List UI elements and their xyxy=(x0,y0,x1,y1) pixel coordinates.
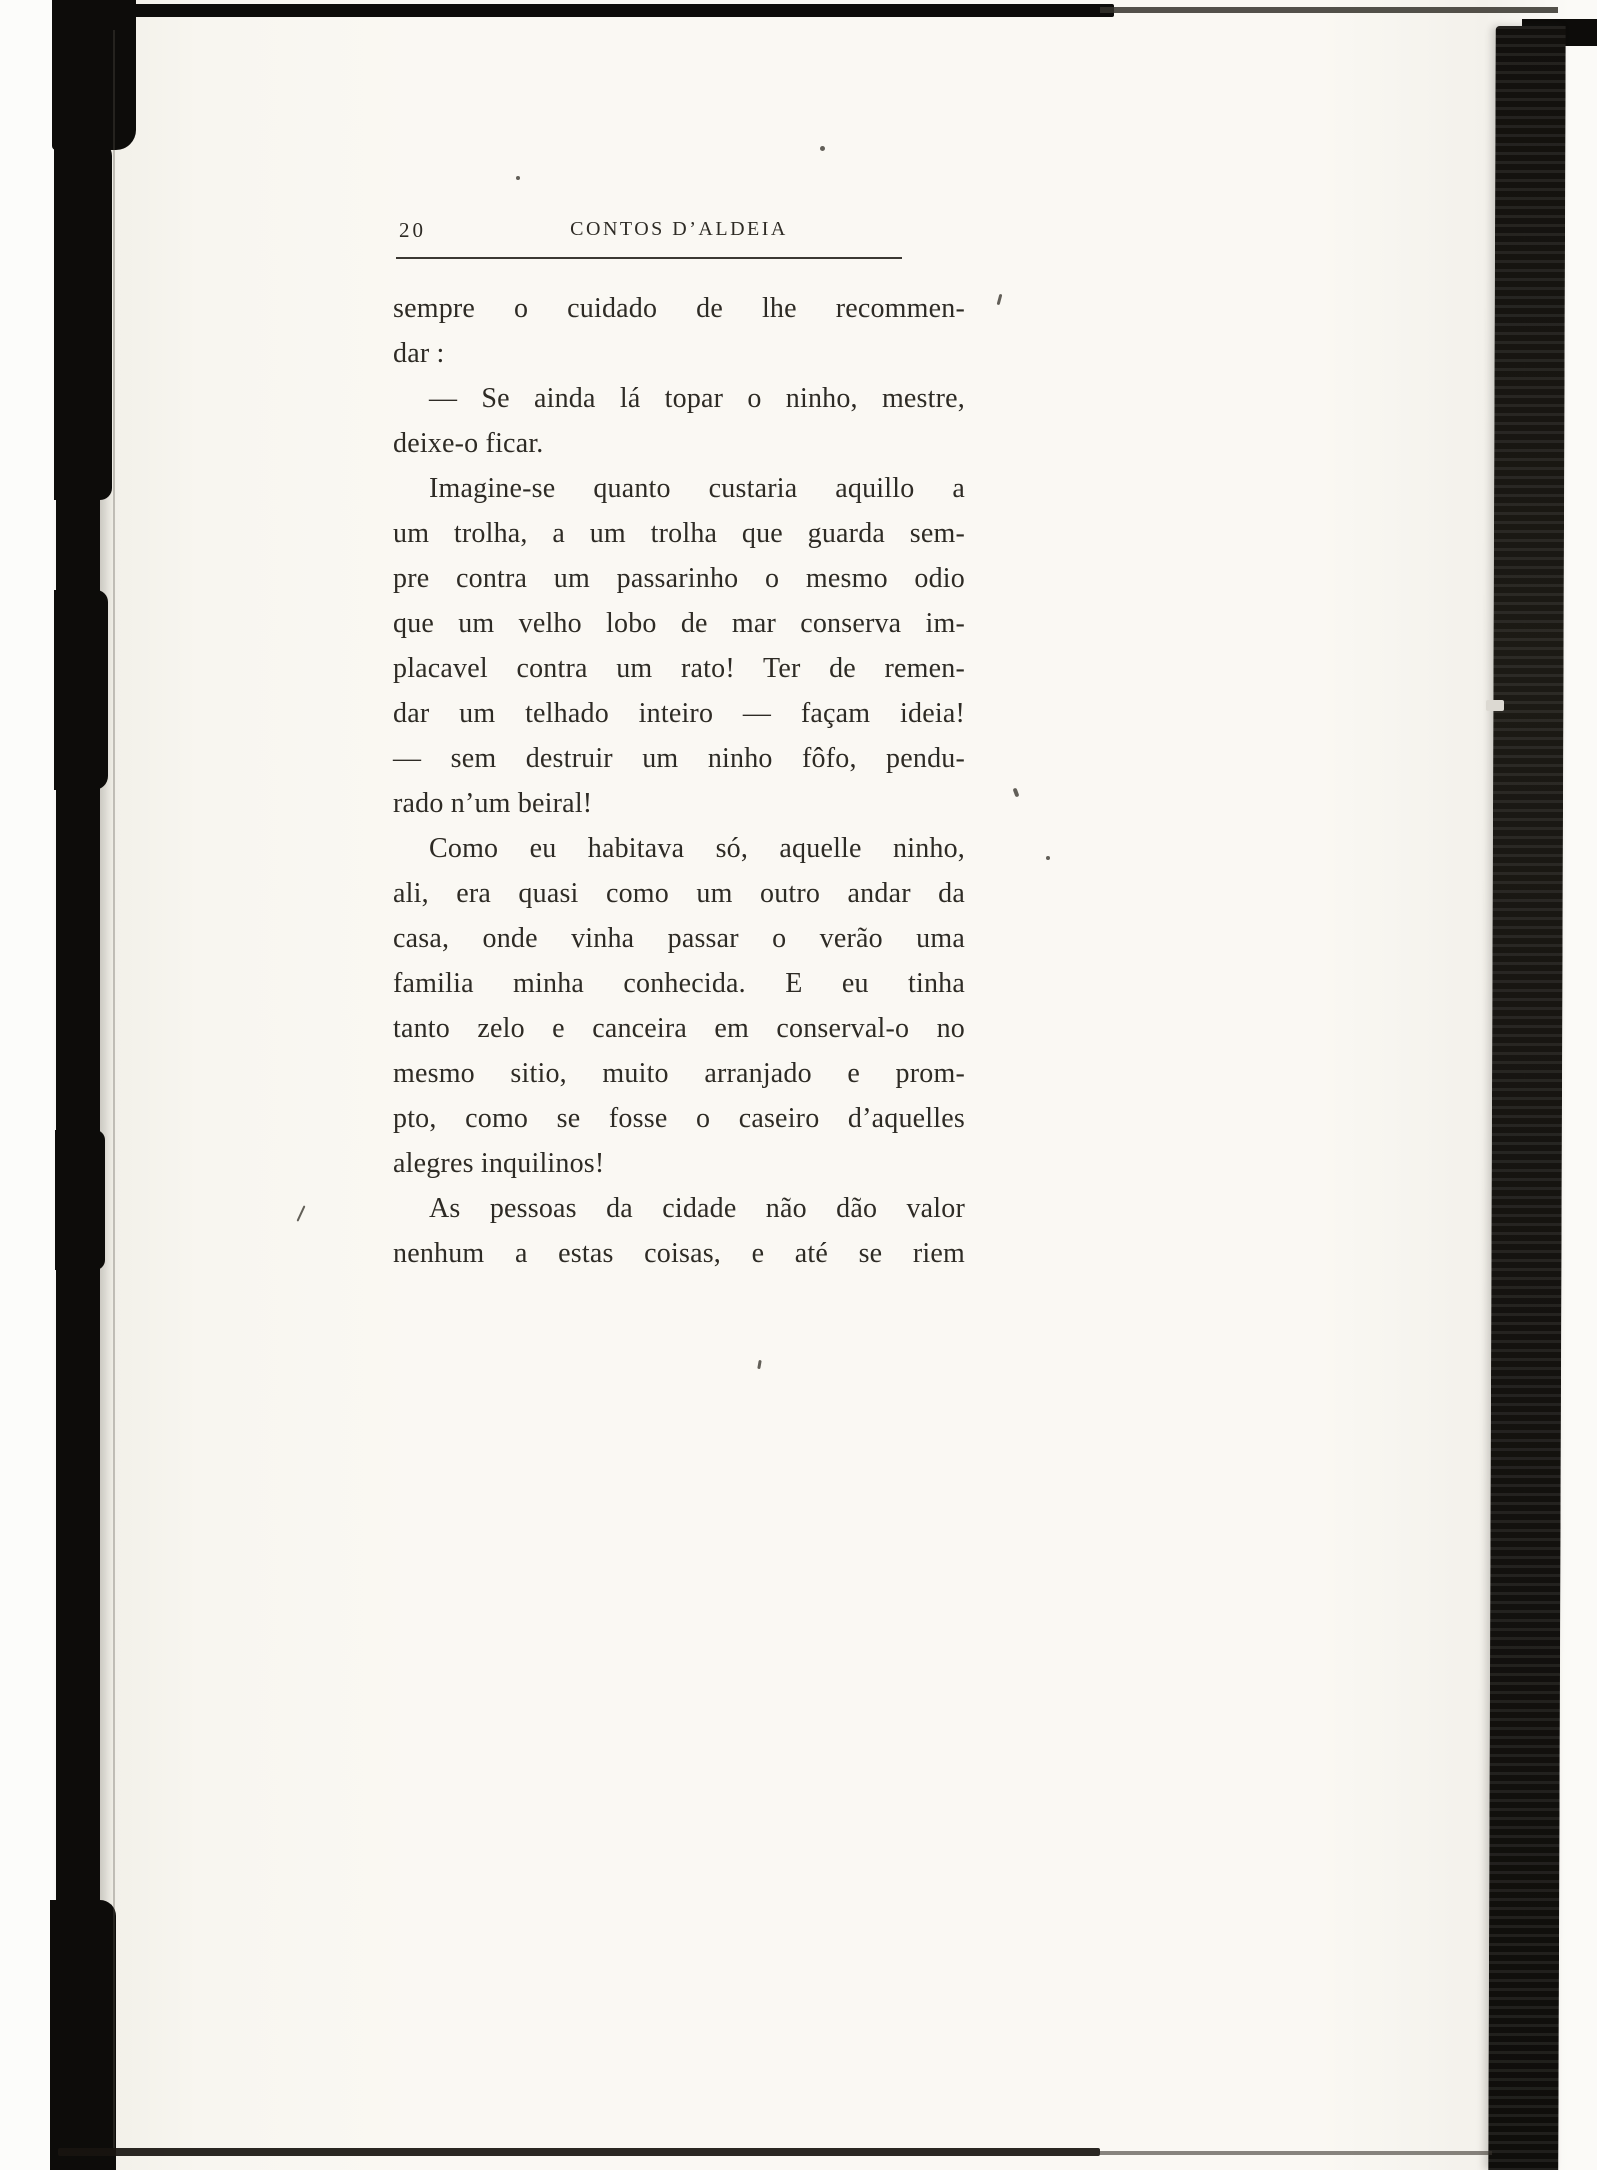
scan-speck xyxy=(516,176,520,180)
text-line: nenhum a estas coisas, e até se riem xyxy=(393,1238,965,1269)
scan-blot-top-left xyxy=(52,0,136,150)
text-line: dar um telhado inteiro — façam ideia! xyxy=(393,698,965,729)
text-line: casa, onde vinha passar o verão uma xyxy=(393,923,965,954)
text-line: ali, era quasi como um outro andar da xyxy=(393,878,965,909)
page-fold-shadow xyxy=(113,30,115,2150)
scan-edge-bottom-thin xyxy=(1100,2151,1492,2155)
text-line: — sem destruir um ninho fôfo, pendu- xyxy=(393,743,965,774)
text-line: dar : xyxy=(393,338,445,369)
page-header xyxy=(393,215,965,247)
scan-edge-top-thin xyxy=(1100,7,1558,13)
scan-blot-bottom-left xyxy=(50,1900,116,2170)
scan-speck xyxy=(820,146,825,151)
scan-edge-right xyxy=(1488,26,1565,2170)
text-line: placavel contra um rato! Ter de remen- xyxy=(393,653,965,684)
text-line: sempre o cuidado de lhe recommen- xyxy=(393,293,965,324)
text-line: rado n’um beiral! xyxy=(393,788,593,819)
running-title: CONTOS D’ALDEIA xyxy=(570,218,788,240)
scan-blot-left-1 xyxy=(54,140,112,500)
text-line: mesmo sitio, muito arranjado e prom- xyxy=(393,1058,965,1089)
text-line: deixe-o ficar. xyxy=(393,428,544,459)
page-number: 20 xyxy=(399,218,426,242)
text-line: um trolha, a um trolha que guarda sem- xyxy=(393,518,965,549)
scan-speck xyxy=(757,1360,762,1369)
page-content xyxy=(393,215,965,1276)
text-line: — Se ainda lá topar o ninho, mestre, xyxy=(429,383,965,414)
text-line: alegres inquilinos! xyxy=(393,1148,605,1179)
header-rule xyxy=(396,257,902,259)
scan-speck xyxy=(1013,788,1020,798)
text-line: pre contra um passarinho o mesmo odio xyxy=(393,563,965,594)
scan-notch-right xyxy=(1486,700,1504,711)
scan-edge-bottom xyxy=(58,2148,1100,2156)
scan-blot-left-2 xyxy=(54,590,108,790)
scan-speck xyxy=(997,294,1003,305)
scan-blot-left-3 xyxy=(55,1130,105,1270)
text-line: familia minha conhecida. E eu tinha xyxy=(393,968,965,999)
text-line: que um velho lobo de mar conserva im- xyxy=(393,608,965,639)
text-line: Como eu habitava só, aquelle ninho, xyxy=(429,833,965,864)
text-line: As pessoas da cidade não dão valor xyxy=(429,1193,965,1224)
text-line: pto, como se fosse o caseiro d’aquelles xyxy=(393,1103,965,1134)
text-line: Imagine-se quanto custaria aquillo a xyxy=(429,473,965,504)
body-text xyxy=(393,286,965,1276)
scan-speck xyxy=(297,1205,306,1221)
text-line: tanto zelo e canceira em conserval-o no xyxy=(393,1013,965,1044)
scan-edge-top xyxy=(62,4,1114,17)
scan-speck xyxy=(1046,856,1050,860)
